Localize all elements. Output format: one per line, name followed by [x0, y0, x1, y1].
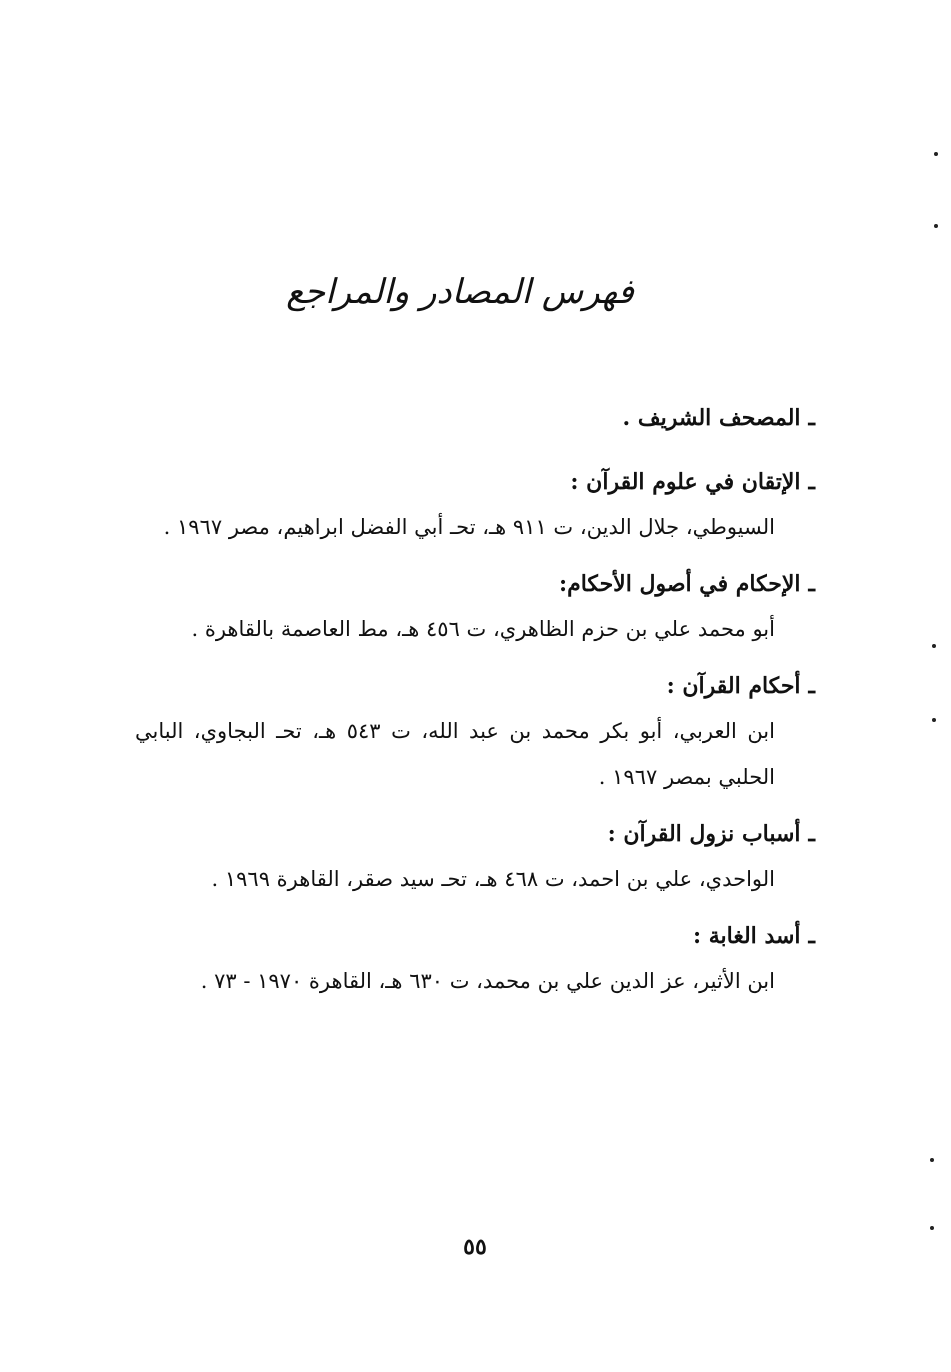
scan-speck — [930, 1226, 934, 1230]
entry-heading — [135, 664, 815, 708]
scan-speck — [932, 644, 936, 648]
entry-dash: ـ — [808, 571, 815, 597]
entry-title: الإحكام في أصول الأحكام: — [558, 571, 801, 597]
scan-speck — [932, 718, 936, 722]
scan-speck — [934, 152, 938, 156]
entry-heading — [135, 914, 815, 958]
bibliography-list — [135, 396, 815, 1004]
entry-body: السيوطي، جلال الدين، ت ٩١١ هـ، تحـ أبي الفضل ابراهيم، مصر ١٩٦٧ . — [163, 515, 775, 539]
entry-body: ابن العربي، أبو بكر محمد بن عبد الله، ت ٥٤٣ هـ، تحـ البجاوي، البابي الحلبي بمصر ١٩٦٧ . — [135, 719, 775, 789]
entry-body: ابن الأثير، عز الدين علي بن محمد، ت ٦٣٠ هـ، القاهرة ١٩٧٠ - ٧٣ . — [200, 969, 775, 993]
entry-title: أسد الغابة : — [692, 923, 801, 949]
page-number: ٥٥ — [463, 1234, 487, 1260]
entry-body: أبو محمد علي بن حزم الظاهري، ت ٤٥٦ هـ، مط العاصمة بالقاهرة . — [191, 617, 775, 641]
entry-heading — [135, 460, 815, 504]
entry-title: أسباب نزول القرآن : — [607, 821, 801, 847]
entry-dash: ـ — [808, 821, 815, 847]
entry-dash: ـ — [808, 923, 815, 949]
entry-dash: ـ — [808, 469, 815, 495]
entry-title: أحكام القرآن : — [666, 673, 801, 699]
scan-speck — [934, 224, 938, 228]
entry-title: الإتقان في علوم القرآن : — [570, 469, 801, 495]
bibliography-entry — [135, 664, 815, 800]
entry-dash: ـ — [808, 673, 815, 699]
page-title: فهرس المصادر والمراجع — [286, 272, 634, 312]
bibliography-entry — [135, 460, 815, 550]
entry-body: الواحدي، علي بن احمد، ت ٤٦٨ هـ، تحـ سيد صقر، القاهرة ١٩٦٩ . — [211, 867, 775, 891]
bibliography-entry — [135, 562, 815, 652]
entry-title: المصحف الشريف . — [622, 405, 801, 431]
bibliography-entry — [135, 396, 815, 440]
entry-dash: ـ — [808, 405, 815, 431]
entry-heading — [135, 562, 815, 606]
entry-heading — [135, 812, 815, 856]
entry-heading — [135, 396, 815, 440]
bibliography-entry — [135, 812, 815, 902]
bibliography-entry — [135, 914, 815, 1004]
scan-speck — [930, 1158, 934, 1162]
